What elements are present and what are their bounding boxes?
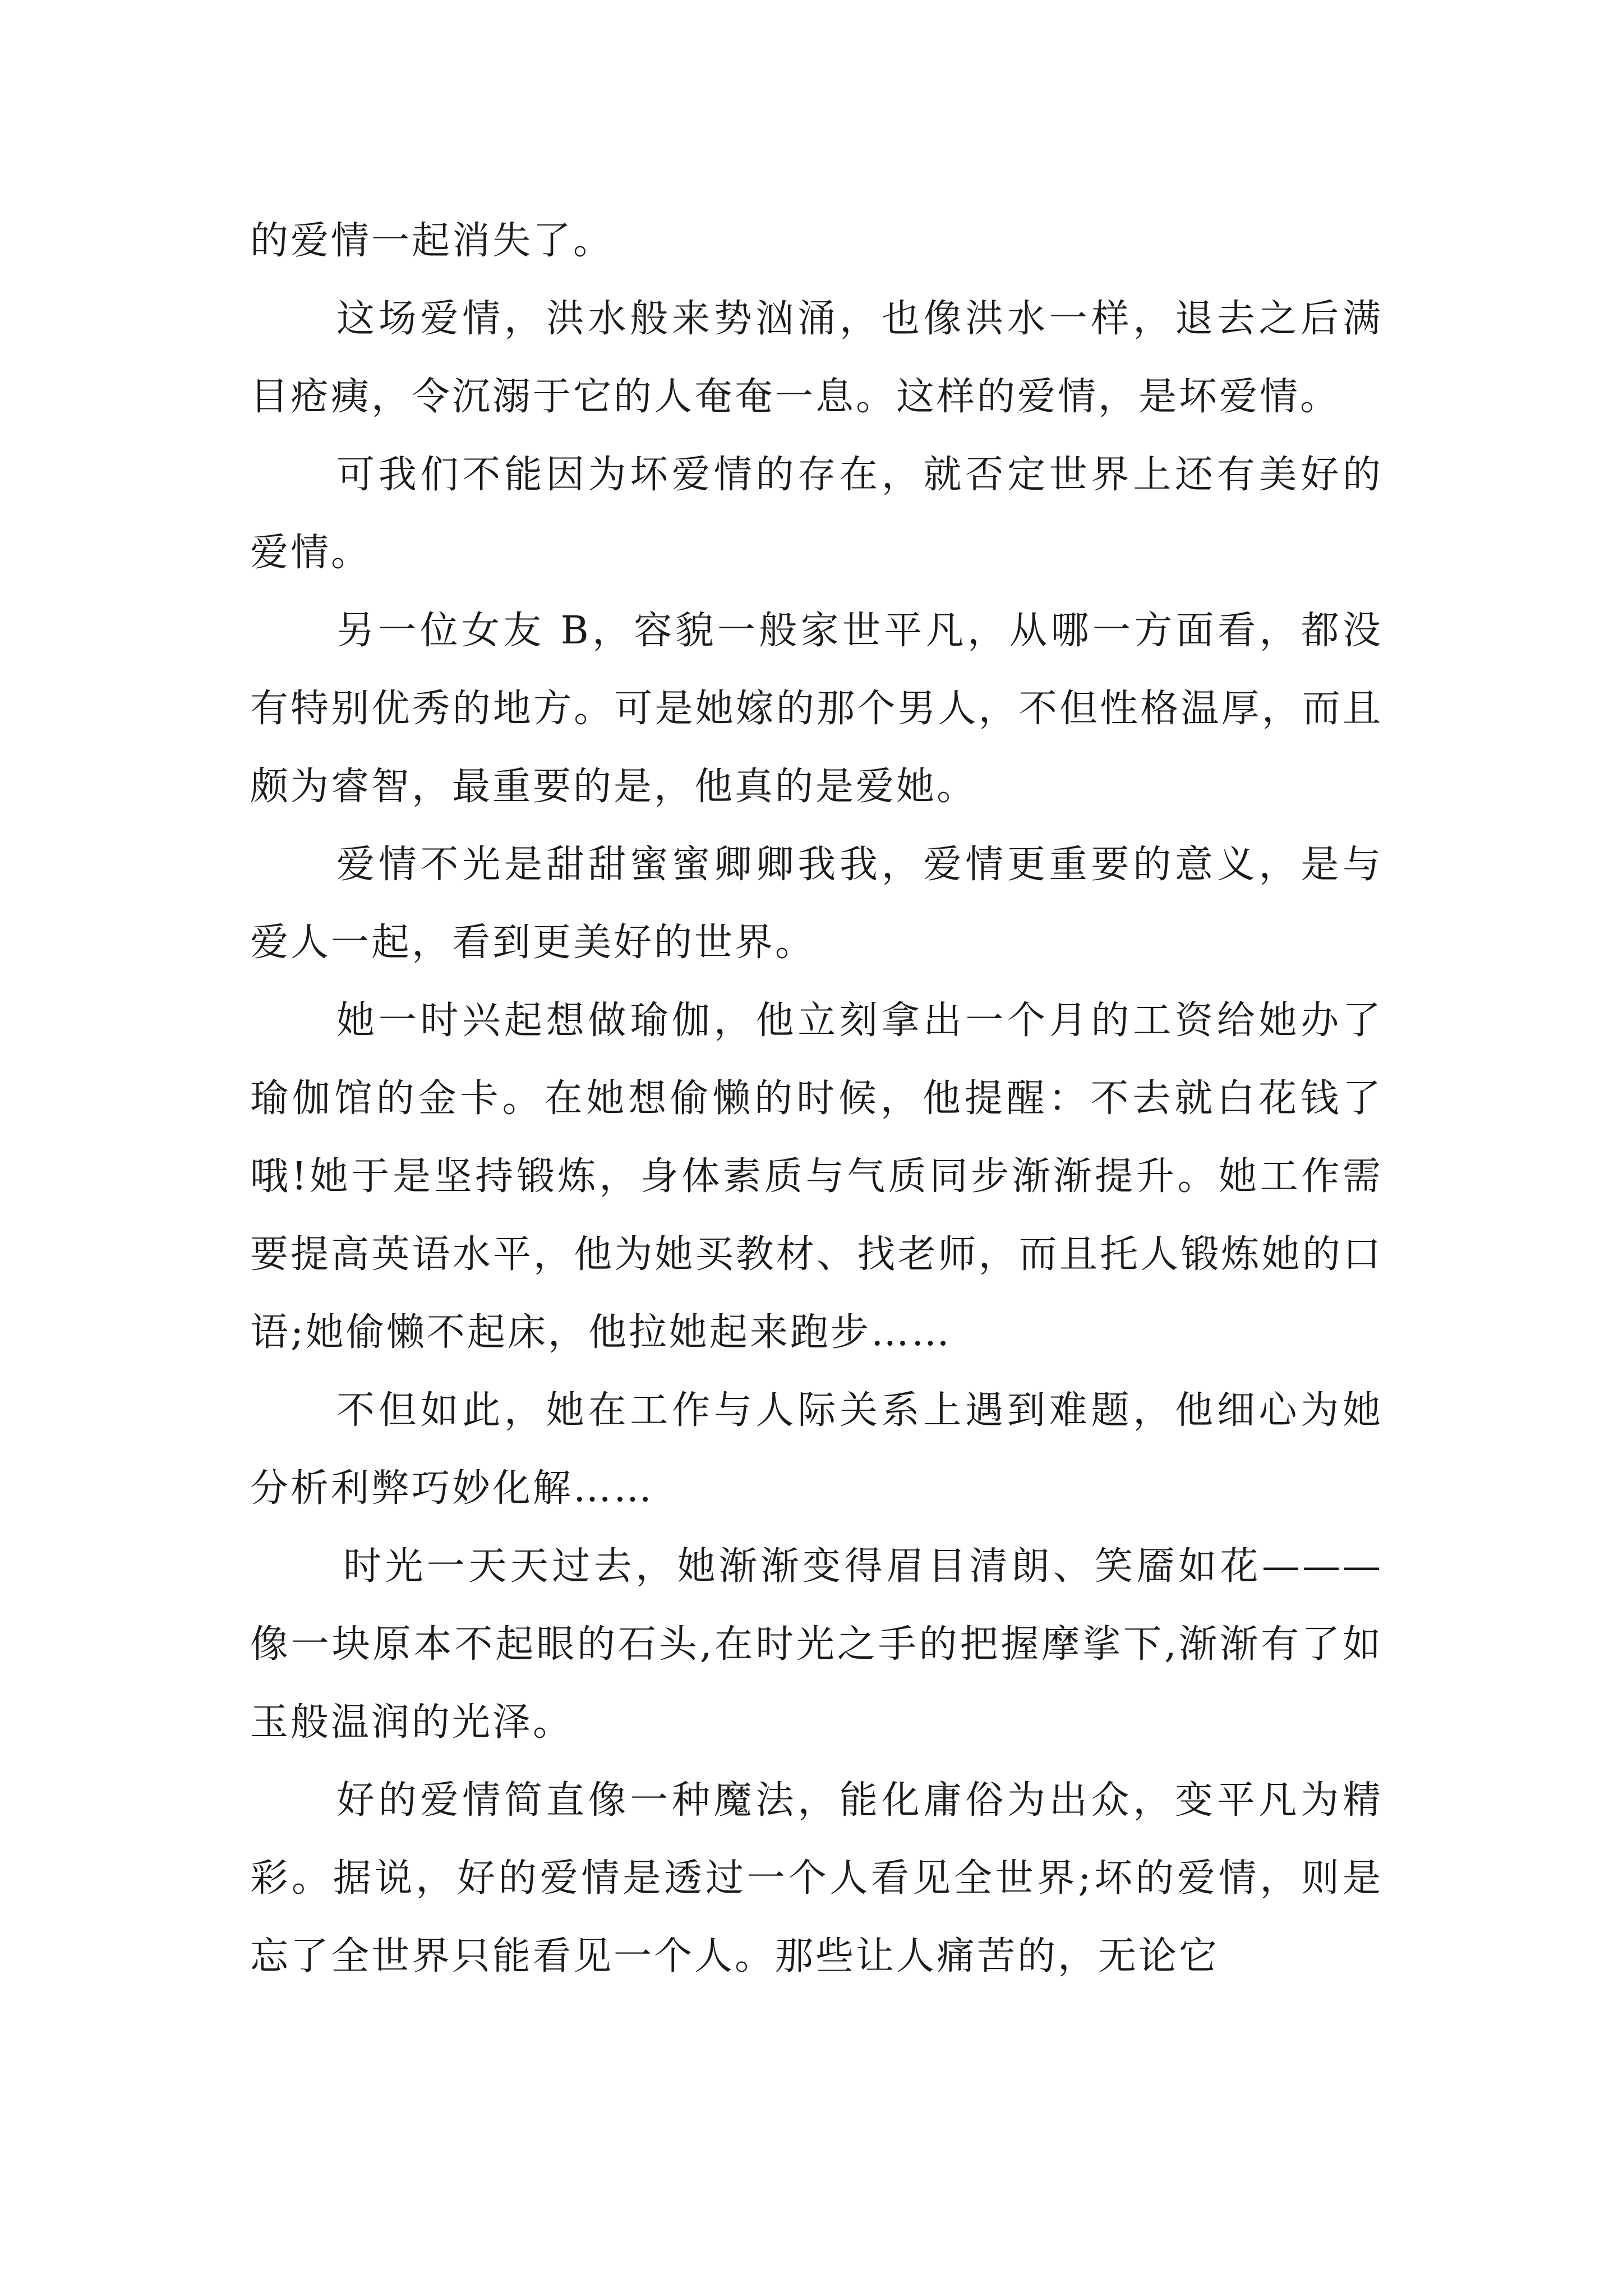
paragraph-2: 这场爱情，洪水般来势汹涌，也像洪水一样，退去之后满目疮痍，令沉溺于它的人奄奄一息。这样的爱情，是坏爱情。 — [250, 297, 1383, 419]
paragraph-9: 好的爱情简直像一种魔法，能化庸俗为出众，变平凡为精彩。据说，好的爱情是透过一个人看见全世界;坏的爱情，则是忘了全世界只能看见一个人。那些让人痛苦的，无论它 — [250, 1778, 1383, 1978]
paragraph-7: 不但如此，她在工作与人际关系上遇到难题，他细心为她分析利弊巧妙化解…… — [250, 1388, 1383, 1511]
paragraph-1: 的爱情一起消失了。 — [250, 219, 614, 263]
document-body — [250, 202, 1383, 1995]
paragraph-8: 时光一天天过去，她渐渐变得眉目清朗、笑靥如花———像一块原本不起眼的石头,在时光之手的把握摩挲下,渐渐有了如玉般温润的光泽。 — [250, 1544, 1383, 1745]
paragraph-4: 另一位女友 B，容貌一般家世平凡，从哪一方面看，都没有特别优秀的地方。可是她嫁的那个男人，不但性格温厚，而且颇为睿智，最重要的是，他真的是爱她。 — [250, 609, 1383, 809]
paragraph-6: 她一时兴起想做瑜伽，他立刻拿出一个月的工资给她办了瑜伽馆的金卡。在她想偷懒的时候，他提醒：不去就白花钱了哦!她于是坚持锻炼，身体素质与气质同步渐渐提升。她工作需要提高英语水平，他为她买教材、找老师，而且托人锻炼她的口语;她偷懒不起床，他拉她起来跑步…… — [250, 999, 1383, 1355]
paragraph-3: 可我们不能因为坏爱情的存在，就否定世界上还有美好的爱情。 — [250, 453, 1383, 575]
paragraph-5: 爱情不光是甜甜蜜蜜卿卿我我，爱情更重要的意义，是与爱人一起，看到更美好的世界。 — [250, 843, 1383, 965]
